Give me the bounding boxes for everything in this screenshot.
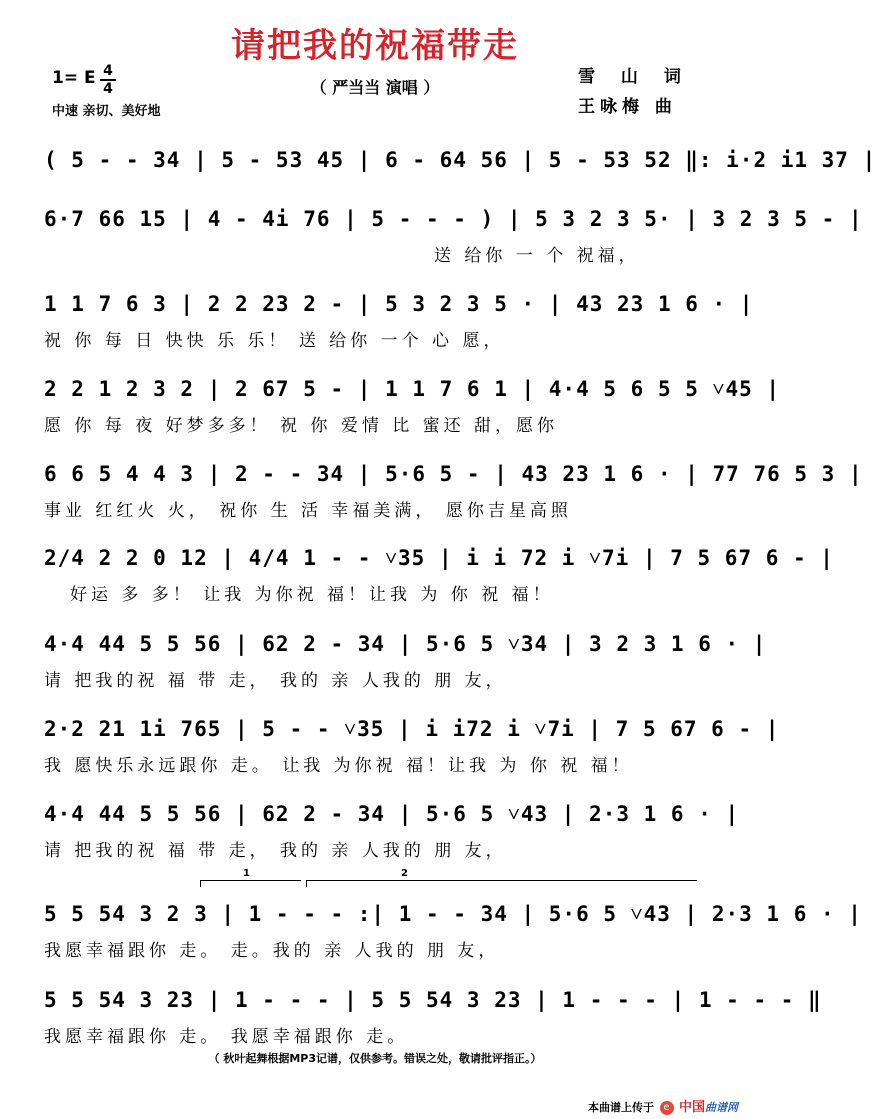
composer-credit: 王咏梅 曲 — [578, 97, 677, 117]
notation-row: 2·2 21 1i 765 | 5 - - ˅35 | i i72 i ˅7i | 7 5 67 6 - | — [44, 717, 780, 741]
volta-number: 1 — [243, 868, 250, 879]
notation-row: 6 6 5 4 4 3 | 2 - - 34 | 5·6 5 - | 43 23 1 6 · | 77 76 5 3 | — [44, 462, 863, 486]
notation-row: 5 5 54 3 23 | 1 - - - | 5 5 54 3 23 | 1 - - - | 1 - - - ‖ — [44, 988, 822, 1012]
lyrics-row: 送 给你 一 个 祝福， — [434, 246, 640, 266]
notation-row: 1 1 7 6 3 | 2 2 23 2 - | 5 3 2 3 5 · | 43 23 1 6 · | — [44, 292, 754, 316]
volta-bracket-1 — [200, 868, 301, 887]
lyrics-row: 好运 多 多！ 让我 为你祝 福！让我 为 你 祝 福！ — [70, 585, 554, 605]
lyricist-credit: 雪 山 词 — [578, 67, 691, 87]
time-numerator: 4 — [103, 63, 113, 79]
lyrics-row: 我愿幸福跟你 走。 走。我的 亲 人我的 朋 友， — [44, 941, 500, 961]
lyrics-row: 请 把我的祝 福 带 走， 我的 亲 人我的 朋 友， — [44, 671, 507, 691]
lyrics-row: 愿 你 每 夜 好梦多多！ 祝 你 爱情 比 蜜还 甜，愿你 — [44, 416, 559, 436]
site-name: 中国 — [679, 1100, 706, 1115]
site-logo-icon: e — [660, 1101, 674, 1115]
volta-number: 2 — [401, 868, 408, 879]
lyrics-row: 请 把我的祝 福 带 走， 我的 亲 人我的 朋 友， — [44, 841, 507, 861]
notation-row: 2 2 1 2 3 2 | 2 67 5 - | 1 1 7 6 1 | 4·4 5 6 5 5 ˅45 | — [44, 377, 781, 401]
key-signature: 1= E — [52, 68, 96, 88]
lyrics-row: 祝 你 每 日 快快 乐 乐！ 送 给你 一个 心 愿， — [44, 331, 505, 351]
lyrics-row: 事业 红红火 火， 祝你 生 活 幸福美满， 愿你吉星高照 — [44, 501, 572, 521]
time-signature — [100, 64, 116, 96]
notation-row: 4·4 44 5 5 56 | 62 2 - 34 | 5·6 5 ˅34 | 3 2 3 1 6 · | — [44, 632, 767, 656]
notation-row: 4·4 44 5 5 56 | 62 2 - 34 | 5·6 5 ˅43 | 2·3 1 6 · | — [44, 802, 740, 826]
singer-label: （ 严当当 演唱 ） — [310, 78, 440, 97]
volta-bracket-2 — [306, 868, 697, 887]
upload-label: 本曲谱上传于 — [588, 1101, 654, 1114]
notation-row: 6·7 66 15 | 4 - 4i 76 | 5 - - - ) | 5 3 2 3 5· | 3 2 3 5 - | — [44, 207, 863, 231]
site-footer — [588, 1096, 738, 1115]
lyrics-row: 我 愿快乐永远跟你 走。 让我 为你祝 福！让我 为 你 祝 福！ — [44, 756, 633, 776]
song-title: 请把我的祝福带走 — [231, 26, 519, 66]
site-name-suffix: 曲谱网 — [705, 1101, 739, 1114]
notation-row: 5 5 54 3 2 3 | 1 - - - :| 1 - - 34 | 5·6 5 ˅43 | 2·3 1 6 · | — [44, 902, 862, 926]
notation-row: ( 5 - - 34 | 5 - 53 45 | 6 - 64 56 | 5 - 53 52 ‖: i·2 i1 37 | — [44, 148, 876, 172]
lyrics-row: 我愿幸福跟你 走。 我愿幸福跟你 走。 — [44, 1027, 409, 1047]
notation-row: 2/4 2 2 0 12 | 4/4 1 - - ˅35 | i i 72 i ˅7i | 7 5 67 6 - | — [44, 546, 834, 570]
tempo-marking: 中速 亲切、美好地 — [52, 104, 161, 119]
time-denominator: 4 — [103, 81, 113, 97]
transcriber-note: （ 秋叶起舞根据MP3记谱，仅供参考。错误之处，敬请批评指正。） — [208, 1052, 542, 1065]
